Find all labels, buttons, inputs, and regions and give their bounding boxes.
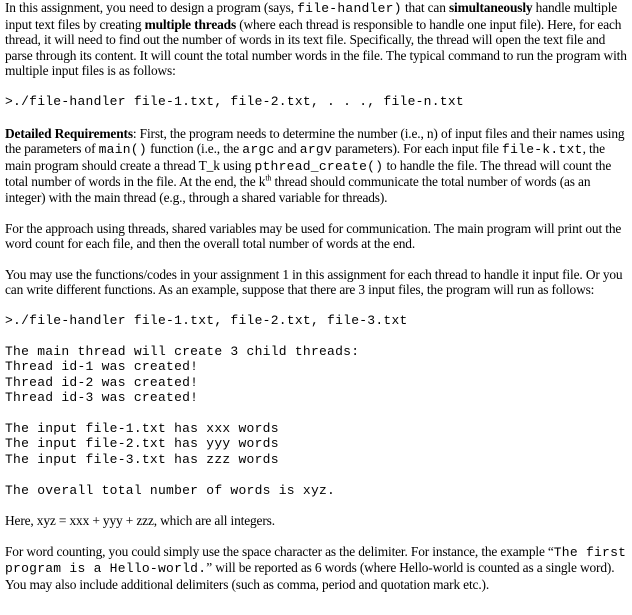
counting-text-2: ” will be reported as 6 words (where Hello-world is counted as a single word). You may also include additional delimiters (such as comma, period and quotation mark etc.). xyxy=(5,560,615,593)
req-text-1: : First, the program needs to determine the number (i.e., n) of input files and their names using the parameters of xyxy=(5,125,625,157)
intro-text-2: that can xyxy=(401,0,449,15)
total-count-output: The overall total number of words is xyz. xyxy=(5,482,336,498)
req-text-6: to handle the file. The thread will count the total number of words in the file. At the end, the k xyxy=(5,157,612,190)
req-text-4: parameters). For each input file xyxy=(332,141,503,157)
req-text-7: thread should communicate the total number of words (as an integer) with the main thread (e.g., through a shared variable for threads). xyxy=(5,174,591,205)
req-text-2: function (i.e., the xyxy=(146,141,243,157)
intro-text-3: handle multiple input text files by creating xyxy=(5,0,618,32)
main-function-code: main() xyxy=(98,142,147,158)
word-counting-paragraph xyxy=(5,544,627,593)
hello-world-example-code: The first program is a Hello-world. xyxy=(5,544,627,577)
command-example-3-files: >./file-handler file-1.txt, file-2.txt, file-3.txt xyxy=(5,312,408,328)
command-example-n-files: >./file-handler file-1.txt, file-2.txt, . . ., file-n.txt xyxy=(5,93,464,109)
file-k-code: file-k.txt xyxy=(502,142,583,158)
detailed-requirements-bold: Detailed Requirements xyxy=(5,125,133,141)
thread-creation-output: The main thread will create 3 child threads: Thread id-1 was created! Thread id-2 was created! Thread id-3 was created! xyxy=(5,343,360,406)
counting-text-1: For word counting, you could simply use the space character as the delimiter. For instance, the example “ xyxy=(5,543,554,559)
multiple-threads-bold: multiple threads xyxy=(144,16,237,32)
simultaneously-bold: simultaneously xyxy=(448,0,533,15)
argc-code: argc xyxy=(242,142,275,158)
intro-text-4: (where each thread is responsible to handle one input file). Here, for each thread, it will need to find out the number of words in its text file. Specifically, the thread will open the text file and parse through its content. It will count the total number words in the file. The typical command to run the program with multiple input files is as follows: xyxy=(5,16,627,79)
program-name-code: file-handler) xyxy=(297,1,402,16)
intro-text-1: In this assignment, you need to design a program (says, xyxy=(5,0,298,15)
argv-code: argv xyxy=(299,142,333,158)
th-superscript: th xyxy=(265,173,272,183)
requirements-paragraph xyxy=(5,126,627,206)
req-text-3: and xyxy=(274,141,300,157)
word-count-output: The input file-1.txt has xxx words The input file-2.txt has yyy words The input file-3.txt has zzz words xyxy=(5,420,279,468)
pthread-create-code: pthread_create() xyxy=(254,158,384,174)
shared-variables-paragraph: For the approach using threads, shared variables may be used for communication. The main program will print out the word count for each file, and then the overall total number of words at the end. xyxy=(5,220,622,252)
sum-explanation-paragraph: Here, xyz = xxx + yyy + zzz, which are all integers. xyxy=(5,513,275,529)
intro-paragraph xyxy=(5,0,627,79)
assignment-document xyxy=(5,0,627,593)
example-intro-paragraph: You may use the functions/codes in your assignment 1 in this assignment for each thread to handle it input file. Or you can write different functions. As an example, suppose that there are 3 input files, the program will run as follows: xyxy=(5,266,623,298)
req-text-5: , the main program should create a thread T_k using xyxy=(5,141,605,173)
